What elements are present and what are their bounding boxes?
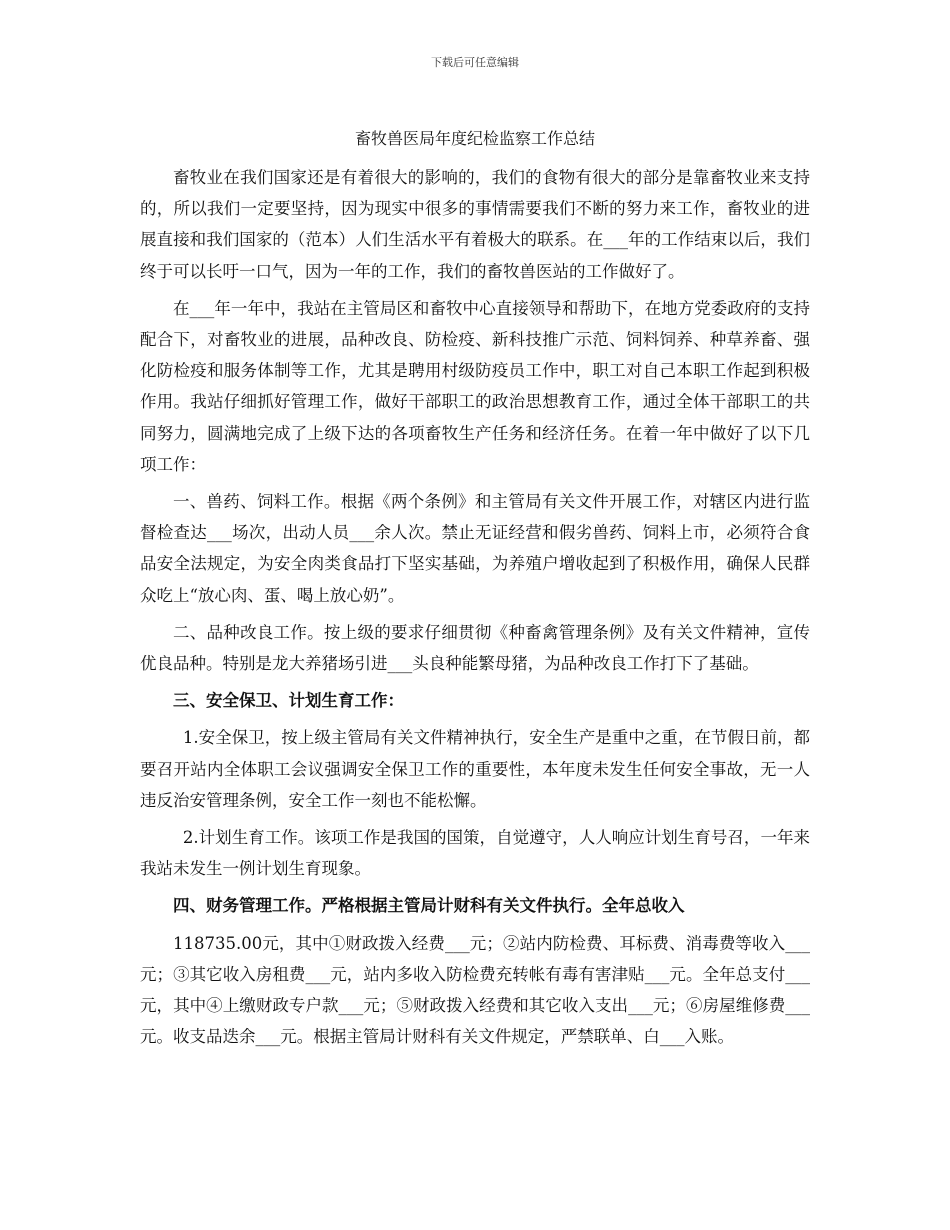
paragraph-intro: 畜牧业在我们国家还是有着很大的影响的，我们的食物有很大的部分是靠畜牧业来支持的，所以我们一定要坚持，因为现实中很多的事情需要我们不断的努力来工作，畜牧业的进展直接和我们国家的（范本）人们生活水平有着极大的联系。在___年的工作结束以后，我们终于可以长吁一口气，因为一年的工作，我们的畜牧兽医站的工作做好了。 <box>140 168 810 281</box>
heading-section-3: 三、安全保卫、计划生育工作： <box>173 691 404 711</box>
paragraph-section-4-finance: 118735.00元，其中①财政拨入经费___元；②站内防检费、耳标费、消毒费等收入___元；③其它收入房租费___元，站内多收入防检费充转帐有毒有害津贴___元。全年总支付___元，其中④上缴财政专户款___元；⑤财政拨入经费和其它收入支出___元；⑥房屋维修费___元。收支品迭余___元。根据主管局计财科有关文件规定，严禁联单、白___入账。 <box>140 933 810 1047</box>
paragraph-section-2: 二、品种改良工作。按上级的要求仔细贯彻《种畜禽管理条例》及有关文件精神，宣传优良品种。特别是龙大养猪场引进___头良种能繁母猪，为品种改良工作打下了基础。 <box>140 622 810 674</box>
document-title: 畜牧兽医局年度纪检监察工作总结 <box>354 129 595 148</box>
paragraph-section-3-item-1: 1.安全保卫，按上级主管局有关文件精神执行，安全生产是重中之重，在节假日前，都要召开站内全体职工会议强调安全保卫工作的重要性，本年度未发生任何安全事故，无一人违反治安管理条例，安全工作一刻也不能松懈。 <box>140 728 810 810</box>
page-header: 下载后可任意编辑 <box>431 56 519 69</box>
heading-section-4: 四、财务管理工作。严格根据主管局计财科有关文件执行。全年总收入 <box>173 896 685 916</box>
document-body <box>140 162 810 1058</box>
paragraph-section-3-item-2: 2.计划生育工作。该项工作是我国的国策，自觉遵守，人人响应计划生育号召，一年来我站未发生一例计划生育现象。 <box>140 828 810 879</box>
paragraph-section-1: 一、兽药、饲料工作。根据《两个条例》和主管局有关文件开展工作，对辖区内进行监督检查达___场次，出动人员___余人次。禁止无证经营和假劣兽药、饲料上市，必须符合食品安全法规定，为安全肉类食品打下坚实基础，为养殖户增收起到了积极作用，确保人民群众吃上“放心肉、蛋、喝上放心奶”。 <box>140 492 810 605</box>
paragraph-overview: 在___年一年中，我站在主管局区和畜牧中心直接领导和帮助下，在地方党委政府的支持配合下，对畜牧业的进展，品种改良、防检疫、新科技推广示范、饲料饲养、种草养畜、强化防检疫和服务体制等工作，尤其是聘用村级防疫员工作中，职工对自己本职工作起到积极作用。我站仔细抓好管理工作，做好干部职工的政治思想教育工作，通过全体干部职工的共同努力，圆满地完成了上级下达的各项畜牧生产任务和经济任务。在着一年中做好了以下几项工作： <box>140 298 810 474</box>
